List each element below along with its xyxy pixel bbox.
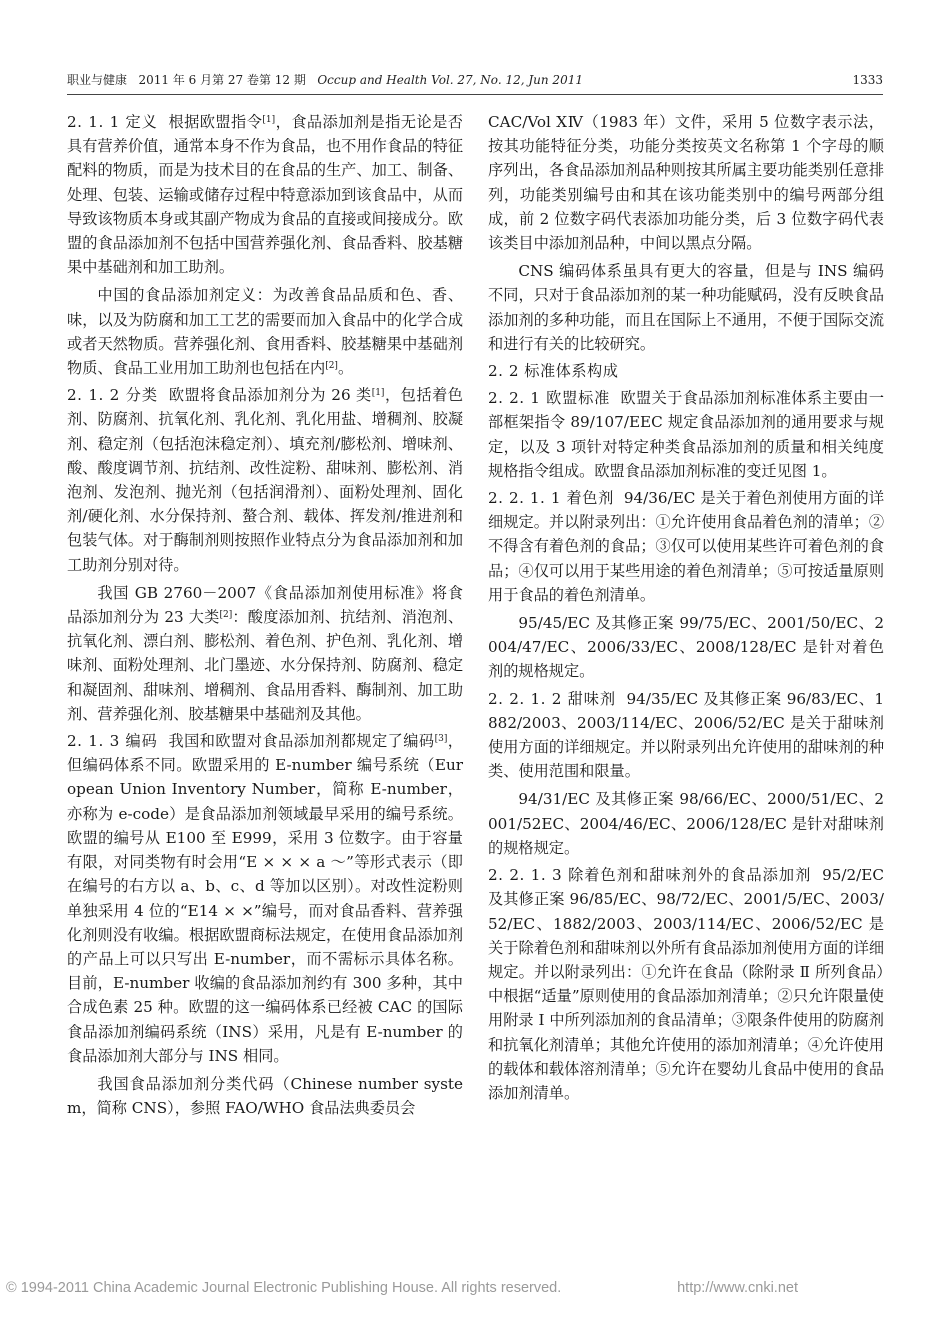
section-2-2-1-2 — [488, 687, 884, 784]
paragraph-text: 我国和欧盟对食品添加剂都规定了编码 — [168, 732, 435, 751]
issue-en: Occup and Health Vol. 27, No. 12, Jun 2011 — [317, 73, 583, 87]
section-heading: 2. 2. 1. 1 着色剂 — [488, 489, 614, 508]
section-heading: 2. 2. 1. 2 甜味剂 — [488, 689, 616, 708]
citation-ref[interactable]: [1] — [262, 115, 276, 125]
section-2-1-1 — [67, 110, 463, 279]
paragraph-text: 中国的食品添加剂定义：为改善食品品质和色、香、味，以及为防腐和加工工艺的需要而加入食品中的化学合成或者天然物质。营养强化剂、食用香料、胶基糖果中基础剂物质、食品工业用加工助剂也包括在内 — [67, 286, 463, 378]
paragraph-text: 95/45/EC 及其修正案 99/75/EC、2001/50/EC、2004/47/EC、2006/33/EC、2008/128/EC 是针对着色剂的规格规定。 — [488, 614, 884, 681]
paragraph-colour-spec — [488, 611, 884, 684]
journal-name-cn: 职业与健康 — [67, 73, 128, 87]
paragraph-text: 根据欧盟指令 — [168, 113, 263, 131]
citation-ref[interactable]: [1] — [371, 388, 385, 399]
left-column — [67, 108, 463, 1120]
header-citation — [67, 72, 583, 88]
paragraph-text: 94/31/EC 及其修正案 98/66/EC、2000/51/EC、2001/52EC、2004/46/EC、2006/128/EC 是针对甜味剂的规格规定。 — [488, 790, 884, 857]
paragraph-text: 我国 GB 2760－2007《食品添加剂使用标准》将食品添加剂分为 23 大类 — [67, 583, 463, 627]
paragraph-cn-definition — [67, 283, 463, 380]
section-2-1-2 — [67, 383, 463, 577]
running-header — [67, 72, 883, 88]
paragraph-text: 95/2/EC 及其修正案 96/85/EC、98/72/EC、2001/5/EC、2003/52/EC、1882/2003、2003/114/EC、2006/52/EC 是关于除着色剂和甜味剂以外所有食品添加剂使用方面的详细规定。并以附录列出：①允许在食品（除附录 Ⅱ 所列食品）中根据“适量”原则使用的食品添加剂清单；②只允许限量使用附录 I 中所列添加剂的食品清单；③限条件使用的防腐剂和抗氧化剂清单；其他允许使用的添加剂清单；④允许使用的载体和载体溶剂清单；⑤允许在婴幼儿食品中使用的食品添加剂清单。 — [488, 866, 884, 1102]
citation-ref[interactable]: [2] — [325, 361, 338, 372]
paragraph-text: 欧盟关于食品添加剂标准体系主要由一部框架指令 89/107/EEC 规定食品添加剂的通用要求与规定，以及 3 项针对特定种类食品添加剂的质量和相关纯度规格指令组成。欧盟食品添加剂标准的变迁见图 1。 — [488, 389, 885, 480]
paragraph-cns-start — [67, 1072, 463, 1120]
section-2-2-1-3 — [488, 863, 884, 1105]
paragraph-gb-classification — [67, 581, 463, 726]
paragraph-text: ，包括着色剂、防腐剂、抗氧化剂、乳化剂、乳化用盐、增稠剂、胶凝剂、稳定剂（包括泡沫稳定剂）、填充剂/膨松剂、增味剂、酸、酸度调节剂、抗结剂、改性淀粉、甜味剂、膨松剂、消泡剂、发泡剂、抛光剂（包括润滑剂）、面粉处理剂、固化剂/硬化剂、水分保持剂、螯合剂、载体、挥发剂/推进剂和包装气体。对于酶制剂则按照作业特点分为食品添加剂和加工助剂分别对待。 — [67, 386, 463, 574]
section-heading: 2. 1. 1 定义 — [67, 113, 158, 131]
section-heading: 2. 2 标准体系构成 — [488, 362, 619, 381]
paragraph-text: 欧盟将食品添加剂分为 26 类 — [168, 386, 372, 405]
section-2-2 — [488, 359, 884, 383]
header-rule — [67, 94, 883, 95]
section-heading: 2. 1. 3 编码 — [67, 732, 158, 751]
paragraph-text: CNS 编码体系虽具有更大的容量，但是与 INS 编码不同，只对于食品添加剂的某一种功能赋码，没有反映食品添加剂的多种功能，而且在国际上不通用，不便于国际交流和进行有关的比较研究。 — [488, 262, 884, 353]
citation-ref[interactable]: [3] — [434, 734, 448, 745]
paragraph-text: 。 — [337, 359, 354, 378]
paragraph-text: CAC/Vol ⅩⅣ（1983 年）文件，采用 5 位数字表示法，按其功能特征分类，功能分类按英文名称第 1 个字母的顺序列出，各食品添加剂品种则按其所属主要功能类别任意排列，功能类别编号由和其在该功能类别中的编号两部分组成，前 2 位数字码代表添加功能分类，后 3 位数字码代表该类目中添加剂品种，中间以黑点分隔。 — [488, 113, 884, 253]
section-2-2-1 — [488, 386, 884, 483]
paragraph-text: 我国食品添加剂分类代码（Chinese number system，简称 CNS），参照 FAO/WHO 食品法典委员会 — [67, 1074, 463, 1118]
paragraph-text: ：酸度添加剂、抗结剂、消泡剂、抗氧化剂、漂白剂、膨松剂、着色剂、护色剂、乳化剂、增味剂、面粉处理剂、北门墨迹、水分保持剂、防腐剂、稳定和凝固剂、甜味剂、增稠剂、食品用香料、酶制剂、加工助剂、营养强化剂、胶基糖果中基础剂及其他。 — [67, 608, 464, 723]
paragraph-text: 94/35/EC 及其修正案 96/83/EC、1882/2003、2003/114/EC、2006/52/EC 是关于甜味剂使用方面的详细规定。并以附录列出允许使用的甜味剂的种类、使用范围和限量。 — [488, 689, 884, 781]
paragraph-cns-continued — [488, 110, 884, 255]
section-2-2-1-1 — [488, 486, 884, 607]
copyright-notice: © 1994-2011 China Academic Journal Electronic Publishing House. All rights reserved. — [6, 1280, 562, 1296]
paragraph-sweetener-spec — [488, 787, 884, 860]
section-heading: 2. 2. 1 欧盟标准 — [488, 389, 611, 408]
issue-cn: 2011 年 6 月第 27 卷第 12 期 — [138, 73, 306, 87]
paragraph-text: ，但编码体系不同。欧盟采用的 E-number 编号系统（European Union Inventory Number，简称 E-number，亦称为 e-code）是食品添加剂领域最早采用的编号系统。欧盟的编号从 E100 至 E999，采用 3 位数字。由于容量有限，对同类物有时会用“E × × × a ～”等形式表示（即在编号的右方以 a、b、c、d 等加以区别）。对改性淀粉则单独采用 4 位的“E14 × ×”编号，而对食品香料、营养强化剂则没有收编。根据欧盟商标法规定，在使用食品添加剂的产品上可以只写出 E-number，而不需标示具体名称。目前，E-number 收编的食品添加剂约有 300 多种，其中合成色素 25 种。欧盟的这一编码体系已经被 CAC 的国际食品添加剂编码系统（INS）采用，凡是有 E-number 的食品添加剂大部分与 INS 相同。 — [67, 732, 463, 1065]
paragraph-cns-compare — [488, 259, 884, 356]
citation-ref[interactable]: [2] — [219, 610, 233, 621]
section-heading: 2. 1. 2 分类 — [67, 386, 159, 405]
paragraph-text: ，食品添加剂是指无论是否具有营养价值，通常本身不作为食品，也不用作食品的特征配料的物质，而是为技术目的在食品的生产、加工、制备、处理、包装、运输或储存过程中特意添加到该食品中，从而导致该物质本身或其副产物成为食品的直接或间接成分。欧盟的食品添加剂不包括中国营养强化剂、食品香料、胶基糖果中基础剂和加工助剂。 — [67, 113, 463, 277]
section-heading: 2. 2. 1. 3 除着色剂和甜味剂外的食品添加剂 — [488, 866, 812, 885]
footer-url-link[interactable]: http://www.cnki.net — [677, 1280, 798, 1296]
page-number: 1333 — [852, 73, 883, 87]
section-2-1-3 — [67, 729, 463, 1068]
right-column — [488, 108, 884, 1105]
paragraph-text: 94/36/EC 是关于着色剂使用方面的详细规定。并以附录列出：①允许使用食品着色剂的清单；②不得含有着色剂的食品；③仅可以使用某些许可着色剂的食品；④仅可以用于某些用途的着色剂清单；⑤可按适量原则用于食品的着色剂清单。 — [488, 489, 885, 604]
